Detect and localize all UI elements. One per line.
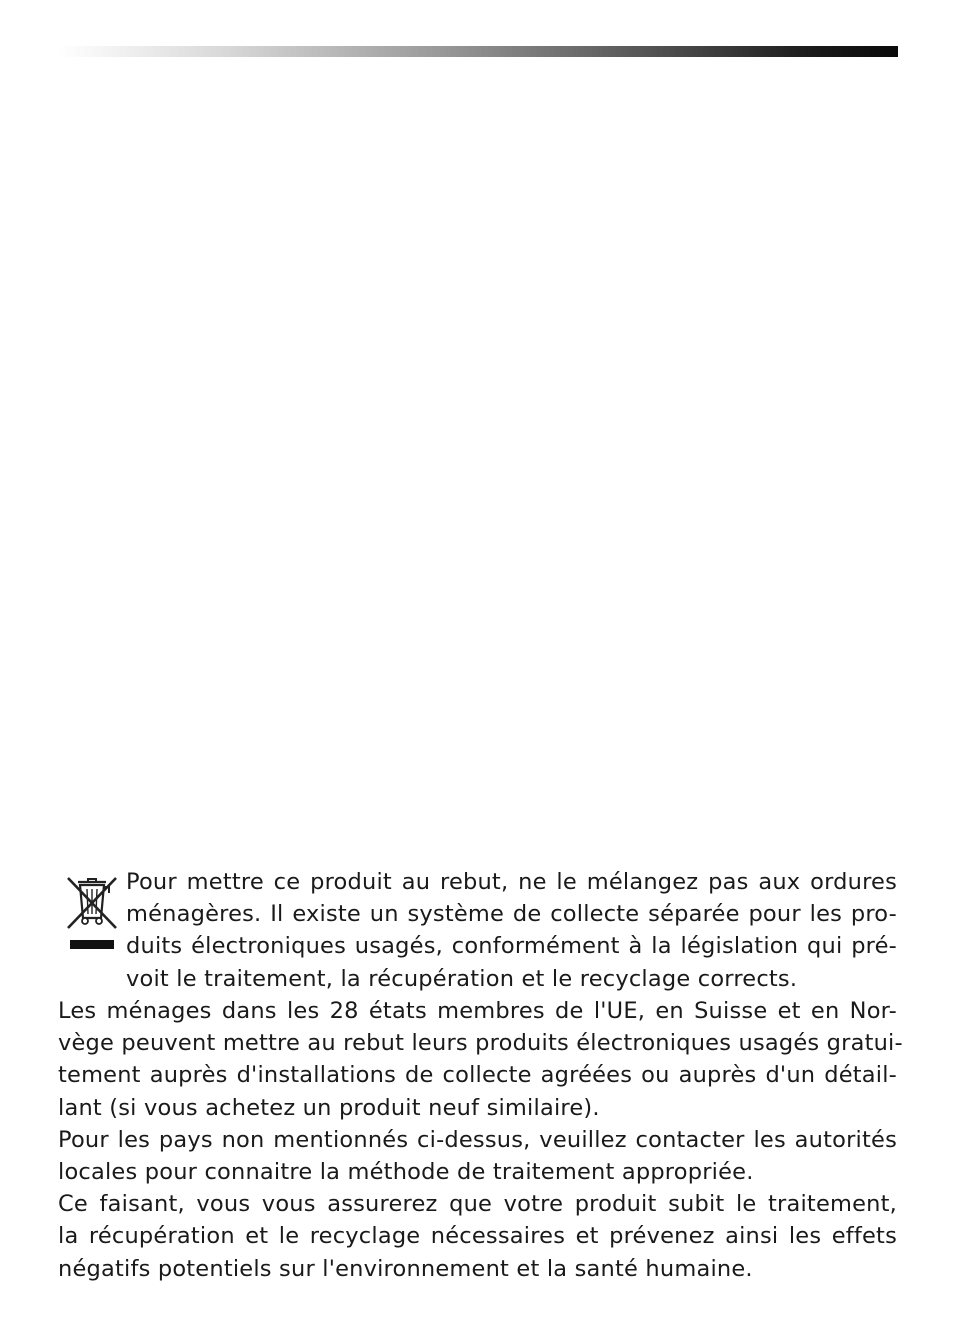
other-countries-paragraph [58,1124,897,1188]
text-line: Pour les pays non mentionnés ci-dessus, veuillez contacter les autorités [58,1126,897,1153]
text-line: négatifs potentiels sur l'environnement et la santé humaine. [58,1255,753,1282]
text-line: duits électroniques usagés, conformément à la législation qui pré- [126,933,897,960]
disposal-body-text [58,995,903,1285]
disposal-intro-paragraph [126,866,897,995]
text-line: tement auprès d'installations de collecte agréées ou auprès d'un détail- [58,1062,897,1089]
crossed-out-wheelie-bin-icon [62,868,122,954]
environment-paragraph [58,1188,897,1285]
text-line: Les ménages dans les 28 états membres de l'UE, en Suisse et en Nor- [58,998,897,1024]
text-line: lant (si vous achetez un produit neuf similaire). [58,1094,600,1121]
text-line: Pour mettre ce produit au rebut, ne le mélangez pas aux ordures [126,869,897,895]
text-line: ménagères. Il existe un système de collecte séparée pour les pro- [126,901,897,928]
text-line: la récupération et le recyclage nécessaires et prévenez ainsi les effets [58,1223,897,1250]
text-line: Ce faisant, vous vous assurerez que votre produit subit le traitement, [58,1191,897,1218]
header-gradient-bar [58,46,898,57]
text-line: voit le traitement, la récupération et le recyclage corrects. [126,965,798,992]
eu-households-paragraph [58,995,903,1124]
text-line: locales pour connaitre la méthode de traitement appropriée. [58,1159,754,1186]
text-line: vège peuvent mettre au rebut leurs produits électroniques usagés gratui- [58,1030,903,1057]
